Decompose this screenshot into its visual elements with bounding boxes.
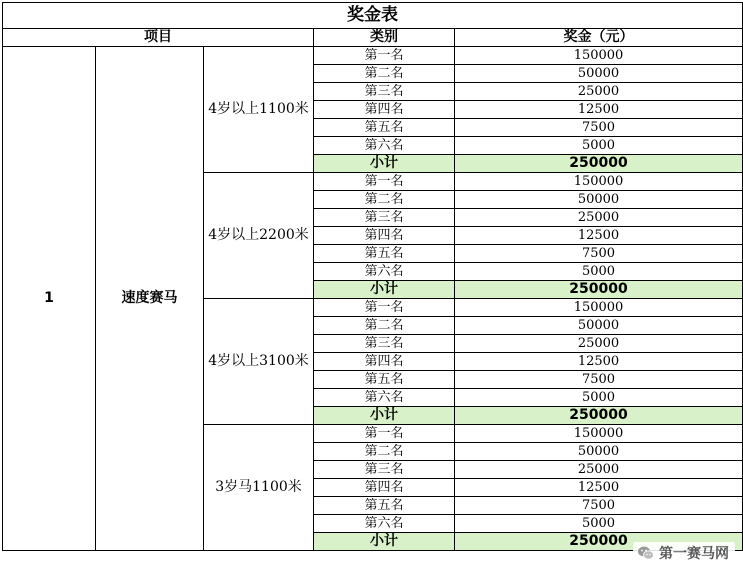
prize-amount: 50000	[455, 65, 743, 83]
rank-label: 第六名	[314, 263, 455, 281]
rank-label: 第一名	[314, 425, 455, 443]
race-name: 4岁以上1100米	[204, 47, 314, 173]
prize-amount: 25000	[455, 335, 743, 353]
race-name: 3岁马1100米	[204, 425, 314, 551]
rank-label: 第二名	[314, 65, 455, 83]
rank-label: 第一名	[314, 299, 455, 317]
prize-amount: 5000	[455, 389, 743, 407]
header-item: 项目	[3, 29, 314, 47]
prize-amount: 150000	[455, 425, 743, 443]
subtotal-value: 250000	[455, 407, 743, 425]
rank-label: 第二名	[314, 443, 455, 461]
rank-label: 第一名	[314, 173, 455, 191]
rank-label: 第三名	[314, 461, 455, 479]
prize-amount: 5000	[455, 263, 743, 281]
rank-label: 第四名	[314, 101, 455, 119]
header-prize: 奖金（元）	[455, 29, 743, 47]
prize-amount: 7500	[455, 497, 743, 515]
rank-label: 第六名	[314, 389, 455, 407]
rank-label: 第三名	[314, 335, 455, 353]
prize-amount: 7500	[455, 371, 743, 389]
prize-table	[2, 2, 743, 551]
subtotal-label: 小计	[314, 407, 455, 425]
watermark-text: 第一赛马网	[659, 546, 729, 562]
subtotal-label: 小计	[314, 533, 455, 551]
subtotal-value: 250000	[455, 281, 743, 299]
rank-label: 第三名	[314, 83, 455, 101]
rank-label: 第五名	[314, 119, 455, 137]
rank-label: 第五名	[314, 497, 455, 515]
table-row	[3, 47, 743, 65]
prize-amount: 150000	[455, 47, 743, 65]
prize-amount: 12500	[455, 353, 743, 371]
item-name: 速度赛马	[96, 47, 204, 551]
prize-amount: 25000	[455, 83, 743, 101]
prize-amount: 7500	[455, 119, 743, 137]
rank-label: 第六名	[314, 515, 455, 533]
rank-label: 第一名	[314, 47, 455, 65]
subtotal-value: 250000	[455, 533, 743, 551]
prize-amount: 25000	[455, 461, 743, 479]
header-category: 类别	[314, 29, 455, 47]
rank-label: 第三名	[314, 209, 455, 227]
prize-amount: 5000	[455, 515, 743, 533]
rank-label: 第六名	[314, 137, 455, 155]
rank-label: 第四名	[314, 353, 455, 371]
subtotal-value: 250000	[455, 155, 743, 173]
race-name: 4岁以上3100米	[204, 299, 314, 425]
rank-label: 第四名	[314, 227, 455, 245]
rank-label: 第二名	[314, 191, 455, 209]
prize-amount: 7500	[455, 245, 743, 263]
race-name: 4岁以上2200米	[204, 173, 314, 299]
prize-amount: 50000	[455, 191, 743, 209]
prize-amount: 12500	[455, 479, 743, 497]
header-row	[3, 29, 743, 47]
prize-table-body	[3, 3, 743, 551]
prize-amount: 50000	[455, 317, 743, 335]
prize-amount: 150000	[455, 173, 743, 191]
rank-label: 第五名	[314, 245, 455, 263]
table-title: 奖金表	[3, 3, 743, 29]
subtotal-label: 小计	[314, 155, 455, 173]
watermark	[633, 542, 735, 564]
item-number: 1	[3, 47, 96, 551]
rank-label: 第五名	[314, 371, 455, 389]
prize-amount: 150000	[455, 299, 743, 317]
title-row	[3, 3, 743, 29]
prize-amount: 25000	[455, 209, 743, 227]
prize-amount: 50000	[455, 443, 743, 461]
prize-amount: 12500	[455, 227, 743, 245]
prize-amount: 12500	[455, 101, 743, 119]
wechat-icon	[637, 544, 655, 562]
prize-amount: 5000	[455, 137, 743, 155]
subtotal-label: 小计	[314, 281, 455, 299]
rank-label: 第二名	[314, 317, 455, 335]
rank-label: 第四名	[314, 479, 455, 497]
